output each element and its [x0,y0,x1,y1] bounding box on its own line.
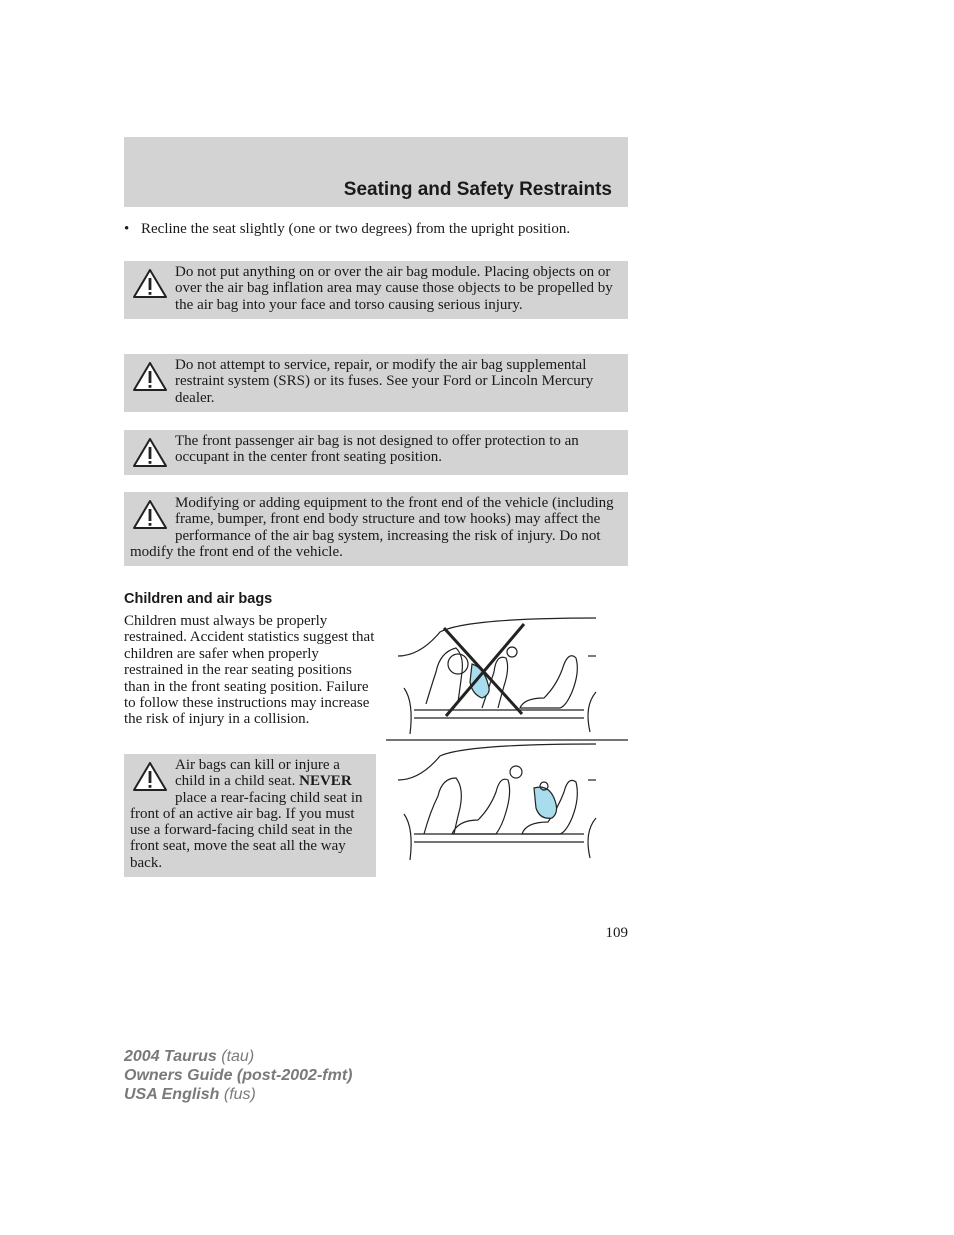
section-heading: Children and air bags [124,591,273,607]
car-forward-facing-rear-seat [398,744,596,860]
footer-line-language [124,1085,352,1104]
document-footer [124,1047,352,1104]
child-warning-text-before: Air bags can kill or injure a child in a child seat. [175,757,340,790]
footer-guide: Owners Guide (post-2002-fmt) [124,1067,353,1084]
warning-triangle-icon [132,499,168,531]
footer-line-guide [124,1066,352,1085]
forward-facing-child-seat [534,787,557,818]
footer-language-code: (fus) [223,1086,256,1103]
page-title: Seating and Safety Restraints [343,179,612,200]
bullet-text: Recline the seat slightly (one or two degrees) from the upright position. [141,221,571,237]
warning-box-center-seat [124,430,628,475]
car-rear-facing-crossed-out [398,618,596,734]
child-warning-text-after: place a rear-facing child seat in front of an active air bag. If you must use a forward-facing child seat in the front seat, move the seat all the way back. [130,789,363,871]
warning-box-child-seat [124,754,376,877]
warning-text: The front passenger air bag is not designed to offer protection to an occupant in the center front seating position. [175,433,579,466]
warning-triangle-icon [132,437,168,469]
bullet-item [124,221,614,238]
footer-model-code: (tau) [221,1048,255,1065]
bullet-symbol: • [124,221,130,237]
footer-line-model [124,1047,352,1066]
footer-model: 2004 Taurus [124,1048,217,1065]
footer-language: USA English [124,1086,220,1103]
section-body-text: Children must always be properly restrained. Accident statistics suggest that children are safer when properly restrained in the rear seating positions than in the front seating position. Failure to follow these instructions may increase the risk of injury in a collision. [124,613,375,728]
warning-box-front-end [124,492,628,566]
warning-text: Do not attempt to service, repair, or modify the air bag supplemental restraint system (SRS) or its fuses. See your Ford or Lincoln Mercury dealer. [175,357,594,406]
warning-triangle-icon [132,361,168,393]
warning-text: Modifying or adding equipment to the front end of the vehicle (including frame, bumper, front end body structure and tow hooks) may affect the performance of the air bag system, increasing the risk of injury. Do not modify the front end of the vehicle. [130,495,614,560]
section-header [124,137,628,207]
child-seat-illustration [384,612,628,874]
warning-text: Do not put anything on or over the air bag module. Placing objects on or over the air bag inflation area may cause those objects to be propelled by the air bag into your face and torso causing serious injury. [175,264,613,313]
page-number: 109 [605,925,628,941]
child-warning-emphasis: NEVER [299,773,352,790]
warning-triangle-icon [132,761,168,793]
warning-box-airbag-module [124,261,628,319]
warning-triangle-icon [132,268,168,300]
warning-box-srs-service [124,354,628,412]
